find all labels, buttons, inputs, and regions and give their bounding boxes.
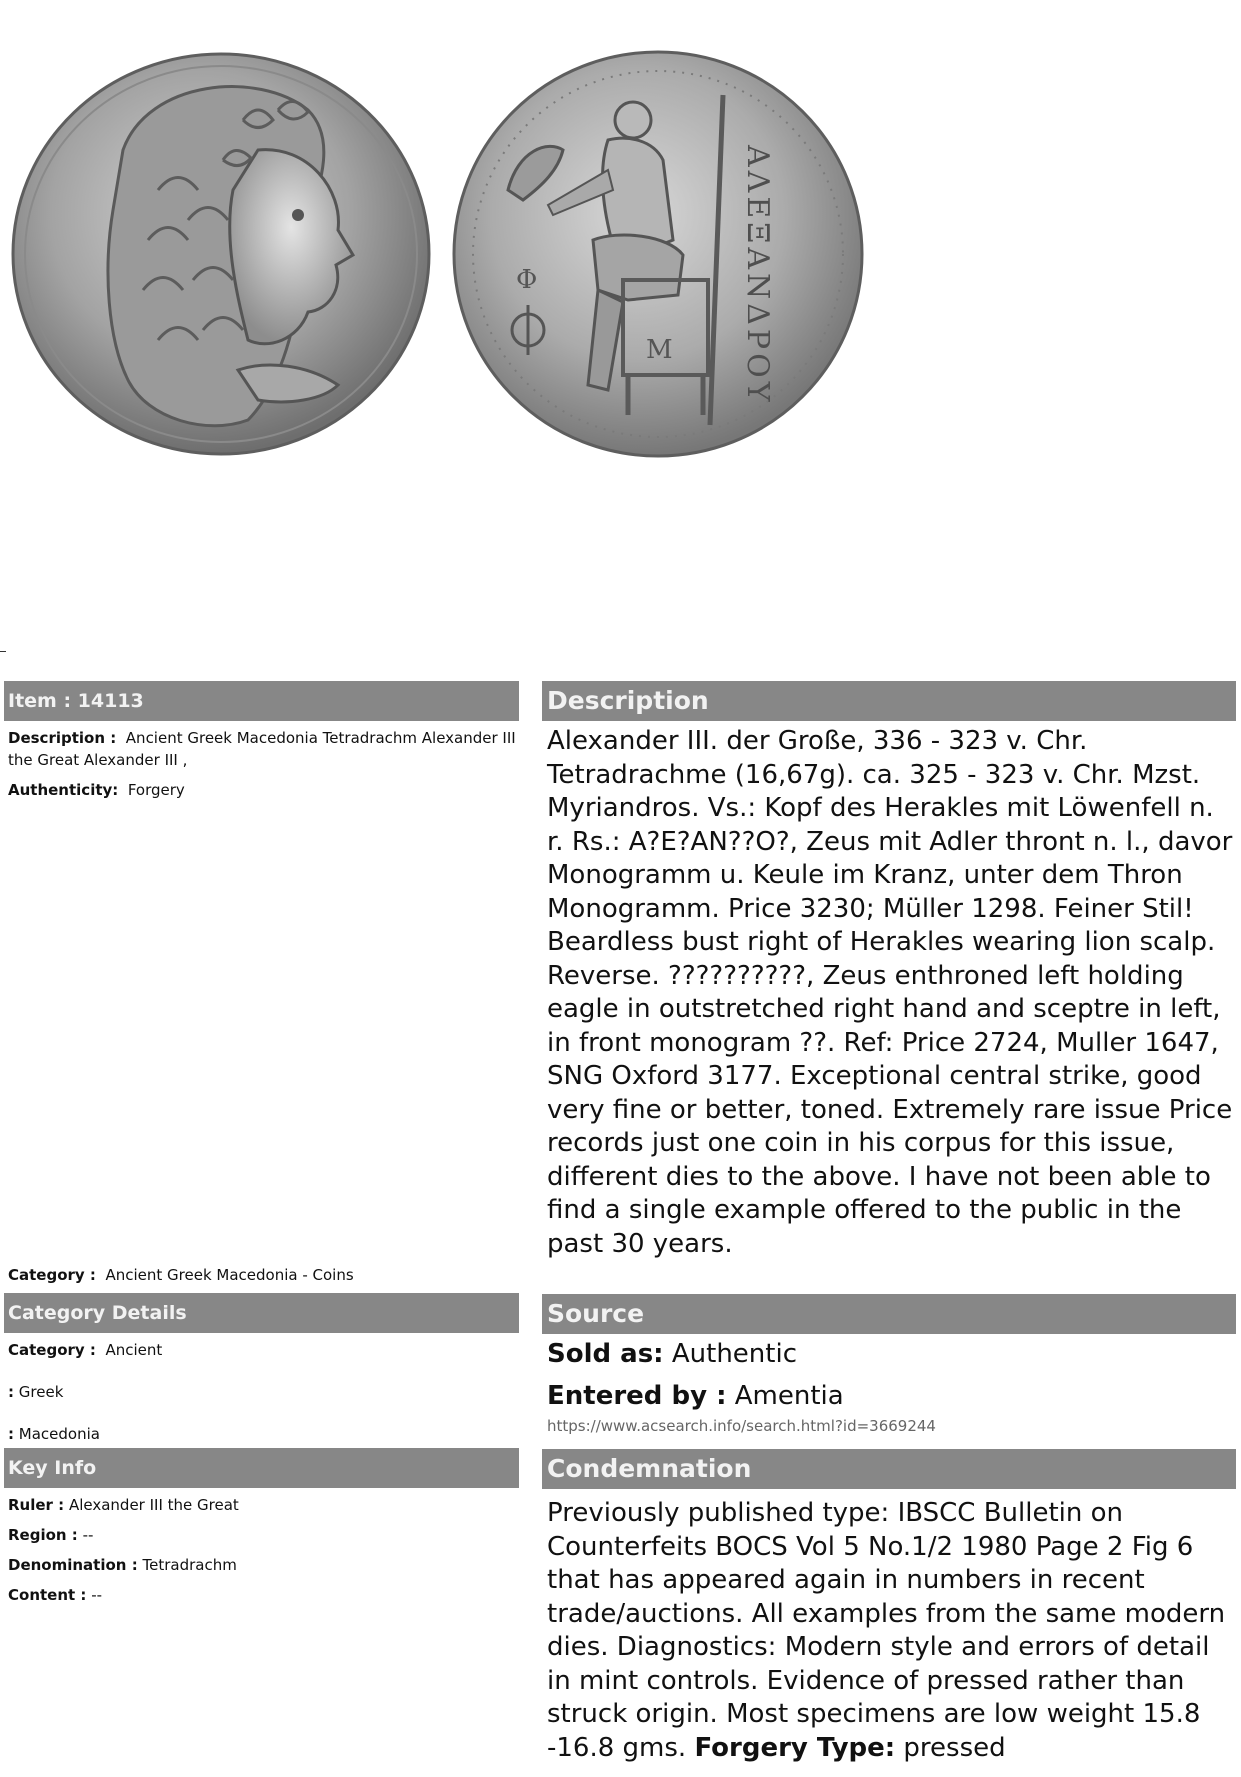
item-category-row [4,1264,523,1286]
source-header: Source [542,1294,1236,1334]
category-details-category-value: Ancient [105,1341,163,1359]
source-entered-by-label: Entered by : [547,1380,727,1411]
key-info-content-label: Content : [8,1586,87,1604]
category-details-sub1-label: : [8,1383,14,1401]
key-info-denomination-value: Tetradrachm [142,1556,237,1574]
item-authenticity-label: Authenticity: [8,781,119,799]
item-category-label: Category : [8,1266,96,1284]
coin-legend: ΑΛΕΞΑΝΔΡΟΥ [740,145,775,406]
condemnation-section [542,1449,1236,1765]
reverse-coin-image [448,40,868,460]
svg-text:M: M [646,335,673,365]
category-details-header: Category Details [4,1293,519,1333]
forgery-type-label: Forgery Type: [694,1732,896,1763]
condemnation-header: Condemnation [542,1449,1236,1489]
item-section [4,681,519,801]
key-info-denomination-label: Denomination : [8,1556,138,1574]
condemnation-text-block [542,1497,1236,1765]
svg-text:Φ: Φ [516,265,538,295]
source-section [542,1294,1236,1435]
key-info-ruler-value: Alexander III the Great [68,1496,239,1514]
source-entered-by-row [542,1380,1236,1414]
item-description-value: Ancient Greek Macedonia Tetradrachm Alexander III the Great Alexander III , [8,729,516,769]
key-info-content-value: -- [91,1586,103,1604]
condemnation-text: Previously published type: IBSCC Bulletin on Counterfeits BOCS Vol 5 No.1/2 1980 Page 2 Fig 6 that has appeared again in numbers in recent trade/auctions. All examples from the same modern dies. Diagnostics: Modern style and errors of detail in mint controls. Evidence of pressed rather than struck origin. Most specimens are low weight 15.8 -16.8 gms. [547,1498,1226,1763]
item-category-value: Ancient Greek Macedonia - Coins [105,1266,354,1284]
category-details-sub2-value: Macedonia [18,1425,100,1443]
category-details-sub2-label: : [8,1425,14,1443]
key-info-section [4,1448,519,1606]
item-description-row [4,727,519,771]
key-info-region-label: Region : [8,1526,78,1544]
description-text: Alexander III. der Große, 336 - 323 v. Chr. Tetradrachme (16,67g). ca. 325 - 323 v. Chr. Mzst. Myriandros. Vs.: Kopf des Herakles mit Löwenfell n. r. Rs.: A?E?AN??O?, Zeus mit Adler thront n. l., davor Monogramm u. Keule im Kranz, unter dem Thron Monogramm. Price 3230; Müller 1298. Feiner Stil! Beardless bust right of Herakles wearing lion scalp. Reverse. ??????????, Zeus enthroned left holding eagle in outstretched right hand and sceptre in left, in front monogram ??. Ref: Price 2724, Muller 1647, SNG Oxford 3177. Exceptional central strike, good very fine or better, toned. Extremely rare issue Price records just one coin in his corpus for this issue, different dies to the above. I have not been able to find a single example offered to the public in the past 30 years. [547,726,1233,1259]
obverse-coin-image [8,40,438,460]
source-sold-as-value: Authentic [671,1339,797,1369]
category-details-section [4,1293,519,1445]
coin-images [0,30,1241,470]
key-info-content-row [4,1584,519,1606]
category-details-category-row [4,1339,519,1361]
description-header: Description [542,681,1236,721]
key-info-ruler-row [4,1494,519,1516]
category-details-sub1-value: Greek [18,1383,64,1401]
item-description-label: Description : [8,729,117,747]
item-authenticity-value: Forgery [127,781,185,799]
forgery-type-value: pressed [903,1732,1006,1763]
category-details-sub2-row [4,1423,519,1445]
key-info-region-value: -- [82,1526,94,1544]
source-sold-as-row [542,1338,1236,1372]
item-authenticity-row [4,779,519,801]
key-info-ruler-label: Ruler : [8,1496,65,1514]
category-details-sub1-row [4,1381,519,1403]
category-details-category-label: Category : [8,1341,96,1359]
description-section [542,681,1236,1261]
key-info-header: Key Info [4,1448,519,1488]
source-entered-by-value: Amentia [734,1380,844,1411]
key-info-denomination-row [4,1554,519,1576]
source-url-link[interactable]: https://www.acsearch.info/search.html?id=3669244 [547,1417,936,1435]
source-sold-as-label: Sold as: [547,1339,664,1369]
divider-tick [0,651,6,652]
key-info-region-row [4,1524,519,1546]
item-header: Item : 14113 [4,681,519,721]
